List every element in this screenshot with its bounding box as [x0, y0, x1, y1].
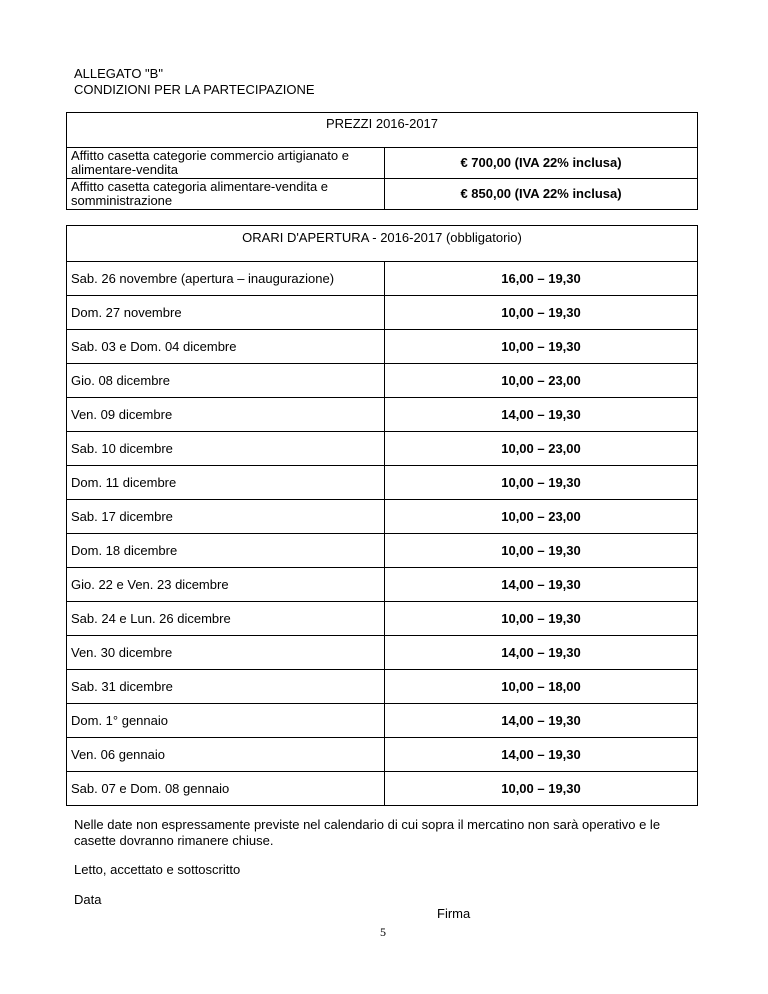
- day-label: Ven. 30 dicembre: [67, 636, 385, 670]
- price-row: [67, 148, 698, 179]
- price-value: € 850,00 (IVA 22% inclusa): [385, 179, 698, 210]
- hours-row: [67, 636, 698, 670]
- hours-row: [67, 738, 698, 772]
- prices-title: PREZZI 2016-2017: [67, 113, 698, 148]
- closure-note: Nelle date non espressamente previste nel calendario di cui sopra il mercatino non sarà operativo e le casette dovranno rimanere chiuse.: [74, 817, 661, 848]
- day-label: Dom. 1° gennaio: [67, 704, 385, 738]
- document-header: [74, 66, 315, 98]
- day-label: Sab. 10 dicembre: [67, 432, 385, 466]
- time-range: 10,00 – 19,30: [385, 330, 698, 364]
- hours-row: [67, 568, 698, 602]
- day-label: Dom. 18 dicembre: [67, 534, 385, 568]
- hours-row: [67, 670, 698, 704]
- time-range: 10,00 – 19,30: [385, 772, 698, 806]
- hours-title: ORARI D'APERTURA - 2016-2017 (obbligatorio): [67, 226, 698, 262]
- signature-label: Firma: [437, 906, 471, 921]
- time-range: 10,00 – 23,00: [385, 500, 698, 534]
- day-label: Sab. 24 e Lun. 26 dicembre: [67, 602, 385, 636]
- hours-row: [67, 772, 698, 806]
- day-label: Sab. 17 dicembre: [67, 500, 385, 534]
- time-range: 10,00 – 19,30: [385, 296, 698, 330]
- day-label: Ven. 09 dicembre: [67, 398, 385, 432]
- hours-row: [67, 432, 698, 466]
- time-range: 14,00 – 19,30: [385, 738, 698, 772]
- time-range: 10,00 – 19,30: [385, 534, 698, 568]
- hours-row: [67, 398, 698, 432]
- opening-hours-table: [66, 225, 698, 806]
- hours-row: [67, 500, 698, 534]
- day-label: Sab. 07 e Dom. 08 gennaio: [67, 772, 385, 806]
- time-range: 10,00 – 19,30: [385, 602, 698, 636]
- time-range: 14,00 – 19,30: [385, 636, 698, 670]
- hours-row: [67, 262, 698, 296]
- acceptance-text: Letto, accettato e sottoscritto: [74, 862, 241, 877]
- price-label: Affitto casetta categorie commercio artigianato e alimentare-vendita: [67, 148, 385, 179]
- time-range: 16,00 – 19,30: [385, 262, 698, 296]
- day-label: Gio. 22 e Ven. 23 dicembre: [67, 568, 385, 602]
- price-label: Affitto casetta categoria alimentare-vendita e somministrazione: [67, 179, 385, 210]
- hours-row: [67, 296, 698, 330]
- price-row: [67, 179, 698, 210]
- page-number: 5: [380, 925, 386, 939]
- hours-row: [67, 330, 698, 364]
- time-range: 10,00 – 19,30: [385, 466, 698, 500]
- day-label: Sab. 03 e Dom. 04 dicembre: [67, 330, 385, 364]
- day-label: Dom. 11 dicembre: [67, 466, 385, 500]
- day-label: Dom. 27 novembre: [67, 296, 385, 330]
- day-label: Ven. 06 gennaio: [67, 738, 385, 772]
- hours-row: [67, 466, 698, 500]
- time-range: 10,00 – 23,00: [385, 432, 698, 466]
- time-range: 10,00 – 18,00: [385, 670, 698, 704]
- time-range: 14,00 – 19,30: [385, 568, 698, 602]
- price-value: € 700,00 (IVA 22% inclusa): [385, 148, 698, 179]
- time-range: 14,00 – 19,30: [385, 398, 698, 432]
- day-label: Sab. 31 dicembre: [67, 670, 385, 704]
- day-label: Gio. 08 dicembre: [67, 364, 385, 398]
- date-label: Data: [74, 892, 102, 907]
- prices-table: [66, 112, 698, 210]
- hours-row: [67, 534, 698, 568]
- conditions-title: CONDIZIONI PER LA PARTECIPAZIONE: [74, 82, 315, 97]
- hours-row: [67, 704, 698, 738]
- time-range: 14,00 – 19,30: [385, 704, 698, 738]
- day-label: Sab. 26 novembre (apertura – inaugurazione): [67, 262, 385, 296]
- hours-row: [67, 364, 698, 398]
- hours-rows: [67, 262, 698, 806]
- time-range: 10,00 – 23,00: [385, 364, 698, 398]
- attachment-title: ALLEGATO "B": [74, 66, 163, 81]
- hours-row: [67, 602, 698, 636]
